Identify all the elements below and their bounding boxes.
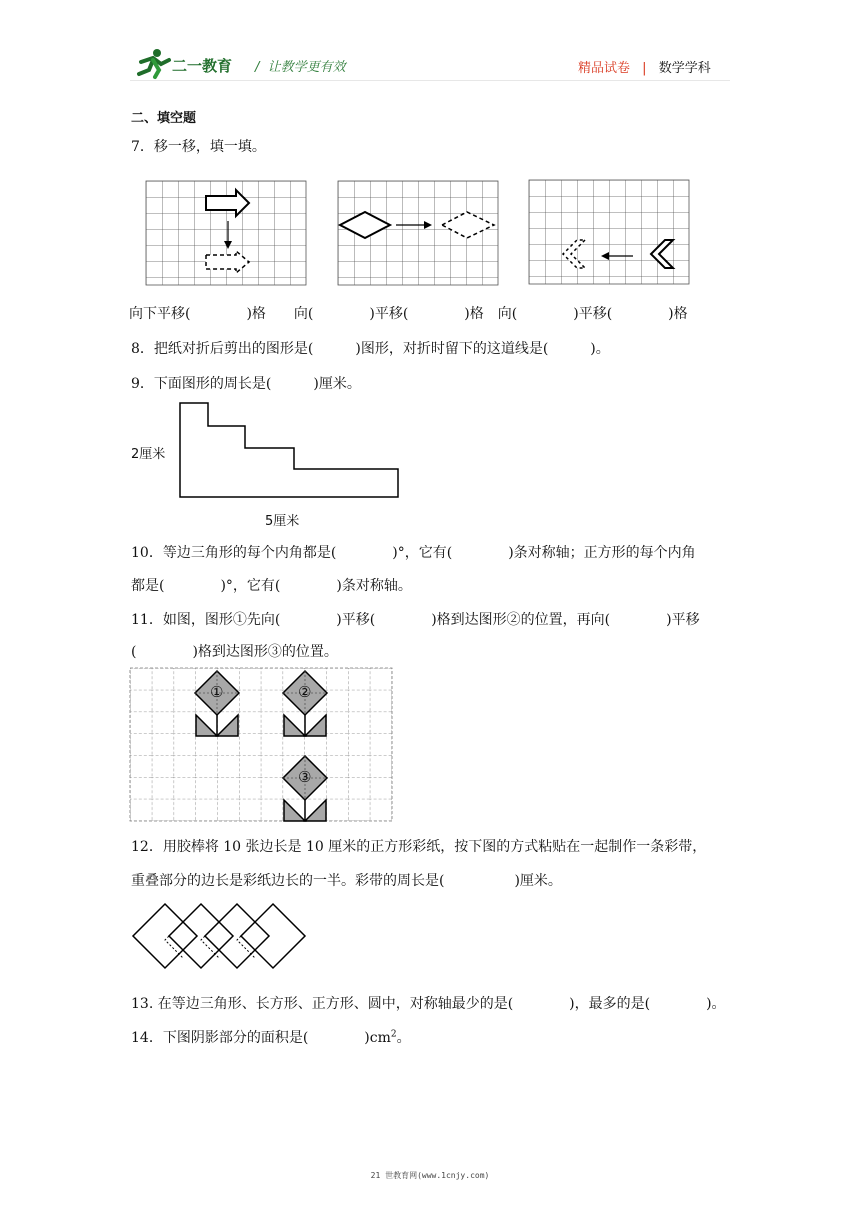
q11-line-1: 11．如图，图形①先向( )平移( )格到达图形②的位置，再向( )平移: [131, 612, 700, 628]
q10-line-1: 10．等边三角形的每个内角都是( )°，它有( )条对称轴；正方形的每个内角: [131, 545, 696, 561]
q8-text: 8．把纸对折后剪出的图形是( )图形，对折时留下的这道线是( )。: [131, 341, 610, 357]
q11-line-2: ( )格到达图形③的位置。: [131, 644, 338, 660]
q7-grid-2: [338, 181, 500, 285]
q7-grid-3: [529, 180, 691, 284]
q7-grid-1: [146, 181, 308, 285]
q12-line-2: 重叠部分的边长是彩纸边长的一半。彩带的周长是( )厘米。: [131, 873, 562, 889]
header-rule: [130, 80, 730, 81]
q10-line-2: 都是( )°，它有( )条对称轴。: [131, 578, 412, 594]
header-label-subject: 数学学科: [658, 61, 711, 76]
header-separator: |: [642, 61, 647, 76]
q11-dashed-grid: [130, 668, 394, 824]
slogan: / 让教学更有效: [255, 60, 346, 75]
header-label-premium: 精品试卷: [578, 61, 631, 76]
q14-text: [131, 1027, 411, 1047]
q14-tail: 。: [396, 1030, 411, 1046]
q14-sup: 2: [390, 1029, 397, 1040]
q11-label-2: ②: [298, 683, 312, 701]
footer: 21 世教育网(www.1cnjy.com): [370, 1171, 490, 1180]
q7-stem: 7．移一移，填一填。: [131, 139, 266, 155]
q12-ribbon-squares: [131, 902, 306, 976]
q9-width-label: 5厘米: [265, 514, 300, 529]
logo-text: 二一教育: [172, 57, 233, 75]
q13-text: 13. 在等边三角形、长方形、正方形、圆中，对称轴最少的是( )，最多的是( )。: [131, 996, 726, 1012]
q9-staircase-shape: [178, 401, 408, 501]
header: [0, 0, 860, 90]
q12-line-1: 12．用胶棒将 10 张边长是 10 厘米的正方形彩纸，按下图的方式粘贴在一起制作一条彩带，: [131, 839, 707, 855]
q9-stem: 9．下面图形的周长是( )厘米。: [131, 376, 361, 392]
q9-height-label: 2厘米: [131, 447, 166, 462]
header-right: [578, 57, 711, 76]
q11-label-1: ①: [210, 683, 224, 701]
runner-logo-icon: [135, 48, 175, 78]
section-title: 二、填空题: [131, 111, 197, 126]
slogan-text: 让教学更有效: [267, 60, 346, 75]
q7-answer-line: 向下平移( )格 向( )平移( )格 向( )平移( )格: [129, 306, 688, 322]
q11-label-3: ③: [298, 768, 312, 786]
q14-main: 14．下图阴影部分的面积是( )cm: [131, 1030, 391, 1046]
